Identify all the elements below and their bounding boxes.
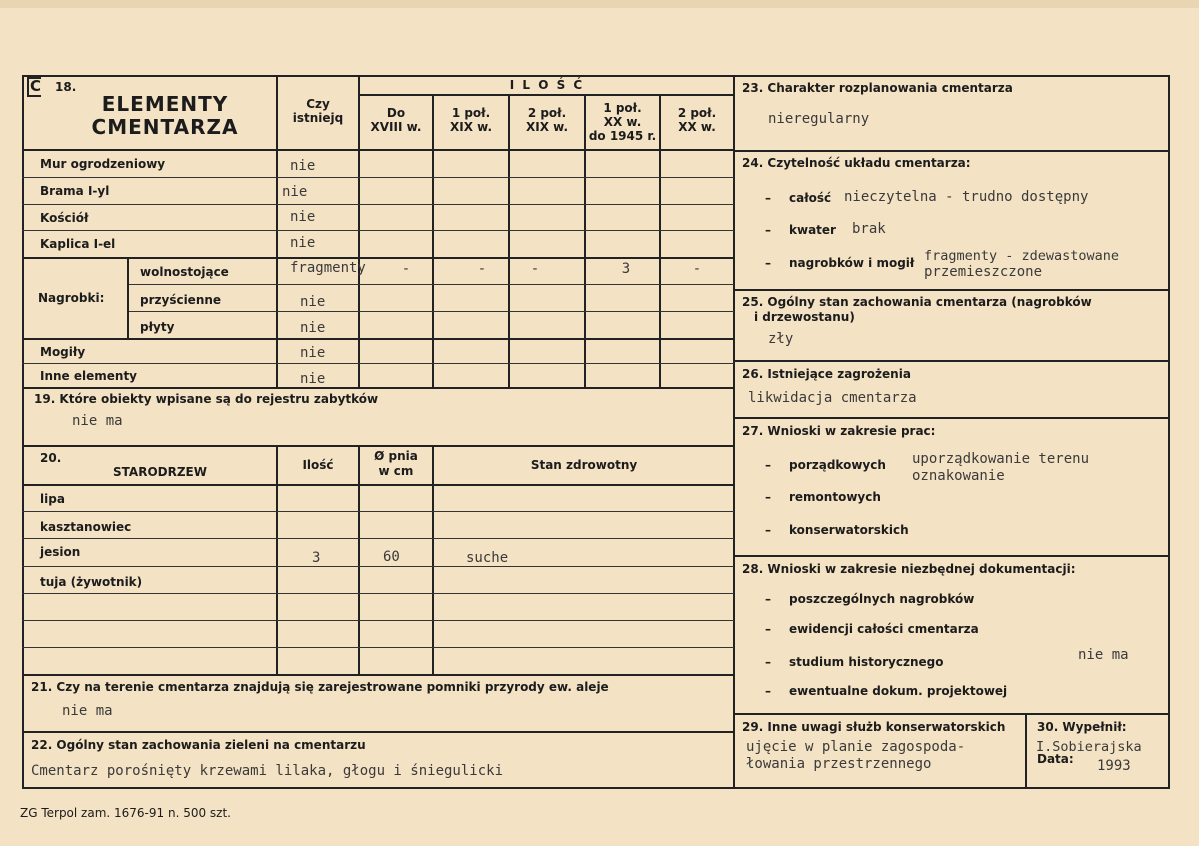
header-bottom-line — [22, 149, 734, 151]
period-header: XVIII w. — [370, 120, 422, 134]
table-title-line2: CMENTARZA — [91, 115, 239, 139]
nagrobki-label: Nagrobki: — [38, 291, 105, 305]
dash: – — [765, 256, 771, 270]
s27-label: 27. Wnioski w zakresie prac: — [742, 424, 936, 438]
row-line — [22, 363, 734, 364]
dash: – — [765, 191, 771, 205]
tree-label: jesion — [40, 545, 81, 559]
s29-value2: łowania przestrzennego — [746, 756, 932, 772]
s30-date-label: Data: — [1037, 752, 1074, 766]
s23-value: nieregularny — [768, 111, 870, 127]
period-header: 1 poł. — [603, 101, 642, 115]
col-divider-p2 — [508, 94, 510, 388]
s25-value: zły — [768, 331, 794, 347]
element-label: wolnostojące — [140, 265, 229, 279]
tree-pnia: 60 — [383, 549, 400, 565]
tree-label: lipa — [40, 492, 65, 506]
s20-title: STARODRZEW — [113, 465, 207, 479]
s19-label: 19. Które obiekty wpisane są do rejestru zabytków — [34, 392, 379, 406]
dash: – — [765, 684, 771, 698]
center-divider — [733, 75, 735, 789]
s24-bottom-line — [733, 289, 1170, 291]
s28-label: 28. Wnioski w zakresie niezbędnej dokumentacji: — [742, 562, 1076, 576]
s20-row-line — [22, 620, 734, 621]
element-label: Inne elementy — [40, 369, 138, 383]
row-line — [128, 284, 734, 285]
s20-row-line — [22, 538, 734, 539]
s19-bottom-line — [22, 445, 734, 447]
count-cell: - — [530, 261, 540, 277]
s30-label: 30. Wypełnił: — [1037, 720, 1127, 734]
s24-kwater-value: brak — [852, 221, 886, 237]
dash: – — [765, 592, 771, 606]
s23-bottom-line — [733, 150, 1170, 152]
nagrobki-divider — [127, 257, 129, 338]
element-label: Mur ogrodzeniowy — [40, 157, 166, 171]
s20-col-pnia-unit: w cm — [378, 464, 414, 478]
s19-value: nie ma — [72, 413, 123, 429]
count-cell: - — [692, 261, 702, 277]
s28-item: ewidencji całości cmentarza — [789, 622, 979, 636]
row-line — [22, 177, 734, 178]
s29-value: ujęcie w planie zagospoda- — [746, 739, 966, 755]
s25-bottom-line — [733, 360, 1170, 362]
tree-stan: suche — [466, 550, 509, 566]
element-value: nie — [300, 294, 326, 310]
s25-label: 25. Ogólny stan zachowania cmentarza (nagrobków — [742, 295, 1092, 309]
period-header: 2 poł. — [677, 106, 717, 120]
s27-kons-label: konserwatorskich — [789, 523, 909, 537]
element-label: Kaplica I-el — [40, 237, 116, 251]
element-value: nie — [290, 209, 316, 225]
s28-item: ewentualne dokum. projektowej — [789, 684, 1008, 698]
row-line — [22, 338, 734, 340]
s24-label: 24. Czytelność układu cmentarza: — [742, 156, 971, 170]
s20-row-line — [22, 566, 734, 567]
elements-bottom-line — [22, 387, 734, 389]
s28-bottom-line — [733, 713, 1170, 715]
tree-label: tuja (żywotnik) — [40, 575, 143, 589]
element-label: płyty — [140, 320, 175, 334]
s20-col-ilosc: Ilość — [302, 458, 334, 472]
s28-item: poszczególnych nagrobków — [789, 592, 975, 606]
s20-col-stan: Stan zdrowotny — [530, 458, 638, 472]
period-header: Do — [386, 106, 406, 120]
element-value: nie — [300, 345, 326, 361]
dash: – — [765, 655, 771, 669]
s27-rem-label: remontowych — [789, 490, 881, 504]
s20-row-line — [22, 647, 734, 648]
card-top-edge — [0, 0, 1199, 8]
s24-calosc-label: całość — [789, 191, 832, 205]
s27-porz-value: uporządkowanie terenu — [912, 451, 1090, 467]
period-header: XIX w. — [449, 120, 493, 134]
period-header: do 1945 r. — [588, 129, 657, 143]
dash: – — [765, 523, 771, 537]
s20-row-line — [22, 593, 734, 594]
s22-label: 22. Ogólny stan zachowania zieleni na cmentarzu — [31, 738, 366, 752]
printer-footer: ZG Terpol zam. 1676-91 n. 500 szt. — [20, 806, 231, 820]
frame-right-line — [1168, 75, 1170, 789]
s20-header-line — [22, 484, 734, 486]
s24-nagrobkow-value2: przemieszczone — [924, 264, 1043, 280]
row-line — [128, 311, 734, 312]
s29-label: 29. Inne uwagi służb konserwatorskich — [742, 720, 1006, 734]
element-label: Brama I-yl — [40, 184, 110, 198]
s21-bottom-line — [22, 731, 734, 733]
frame-bottom-line — [22, 787, 1170, 789]
period-header: XX w. — [603, 115, 642, 129]
frame-left-line — [22, 75, 24, 787]
element-label: przyścienne — [140, 293, 222, 307]
s30-name: I.Sobierajska — [1036, 739, 1142, 755]
dash: – — [765, 490, 771, 504]
section-letter: C — [30, 77, 42, 95]
s21-label: 21. Czy na terenie cmentarza znajdują się zarejestrowane pomniki przyrody ew. aleje — [31, 680, 609, 694]
tree-ilosc: 3 — [312, 550, 321, 566]
s21-value: nie ma — [62, 703, 113, 719]
s24-kwater-label: kwater — [789, 223, 836, 237]
element-value: nie — [300, 371, 326, 387]
s28-item: studium historycznego — [789, 655, 944, 669]
element-value: nie — [290, 158, 316, 174]
element-label: Kościół — [40, 211, 89, 225]
s28-value: nie ma — [1078, 647, 1129, 663]
section-number: 18. — [55, 80, 77, 94]
s27-porz-value2: oznakowanie — [912, 468, 1005, 484]
row-line — [22, 230, 734, 231]
s24-nagrobkow-label: nagrobków i mogił — [789, 256, 915, 270]
table-title-line1: ELEMENTY — [101, 92, 229, 116]
s20-col-pnia: Ø pnia — [374, 449, 418, 463]
s25-label2: i drzewostanu) — [754, 310, 855, 324]
element-label: Mogiły — [40, 345, 86, 359]
dash: – — [765, 622, 771, 636]
tree-label: kasztanowiec — [40, 520, 132, 534]
element-value: nie — [282, 184, 308, 200]
count-cell: - — [401, 261, 411, 277]
czy-header-line1: Czy — [306, 97, 330, 111]
s20-col-divider — [358, 445, 360, 674]
s29-s30-divider — [1025, 713, 1027, 789]
s20-col-divider — [276, 445, 278, 674]
s30-date: 1993 — [1097, 758, 1131, 774]
s24-nagrobkow-value: fragmenty - zdewastowane — [924, 248, 1120, 264]
s26-bottom-line — [733, 417, 1170, 419]
element-value: fragmenty — [290, 260, 366, 276]
element-value: nie — [300, 320, 326, 336]
s24-calosc-value: nieczytelna - trudno dostępny — [844, 189, 1089, 205]
czy-header-line2: istniejq — [292, 111, 344, 125]
s20-bottom-line — [22, 674, 734, 676]
period-header: XIX w. — [525, 120, 569, 134]
dash: – — [765, 223, 771, 237]
s20-col-divider — [432, 445, 434, 674]
row-line — [22, 204, 734, 205]
element-value: nie — [290, 235, 316, 251]
s23-label: 23. Charakter rozplanowania cmentarza — [742, 81, 1013, 95]
s20-number: 20. — [40, 451, 62, 465]
frame-top-line — [22, 75, 1170, 77]
ilosc-header: I L O Ś Ć — [509, 78, 585, 92]
s27-porz-label: porządkowych — [789, 458, 886, 472]
dash: – — [765, 458, 771, 472]
s26-value: likwidacja cmentarza — [748, 390, 917, 406]
ilosc-underline — [358, 94, 734, 96]
period-header: XX w. — [678, 120, 716, 134]
count-cell: 3 — [621, 261, 631, 277]
count-cell: - — [477, 261, 487, 277]
period-header: 1 poł. — [451, 106, 491, 120]
s22-value: Cmentarz porośnięty krzewami lilaka, głogu i śniegulicki — [31, 763, 504, 779]
s27-bottom-line — [733, 555, 1170, 557]
col-divider-p1 — [432, 94, 434, 388]
col-divider-p4 — [659, 94, 661, 388]
period-header: 2 poł. — [527, 106, 567, 120]
s26-label: 26. Istniejące zagrożenia — [742, 367, 911, 381]
s20-row-line — [22, 511, 734, 512]
